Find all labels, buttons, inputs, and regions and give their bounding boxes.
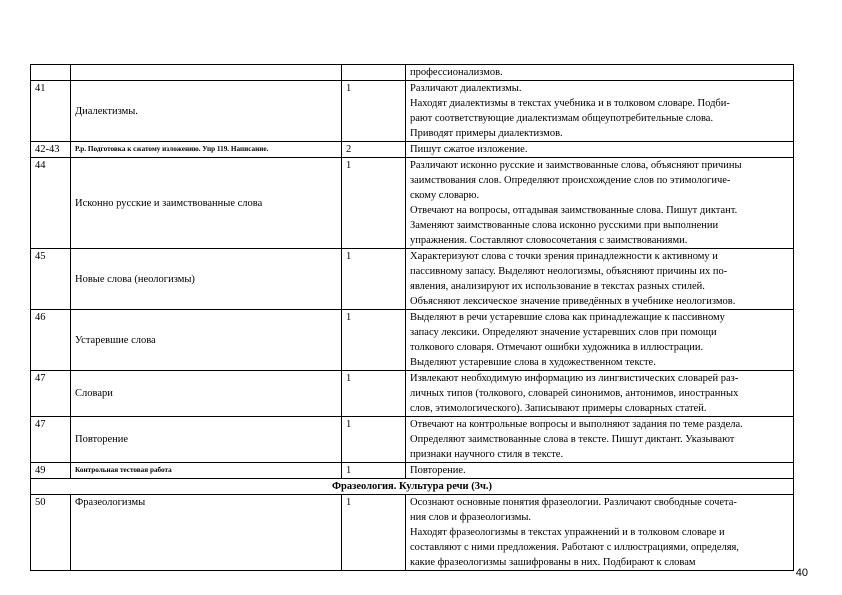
lesson-hours: 2 xyxy=(342,142,406,158)
activity-line: профессионализмов. xyxy=(410,67,503,78)
activity-line: Повторение. xyxy=(410,465,466,476)
table-row xyxy=(31,495,794,571)
activity-line: Различают диалектизмы. xyxy=(410,83,522,94)
activity-line: Извлекают необходимую информацию из лингвистических словарей раз- xyxy=(410,373,739,384)
table-row xyxy=(31,81,794,142)
activity-line: пассивному запасу. Выделяют неологизмы, объясняют причины их по- xyxy=(410,266,728,277)
activity-line: Пишут сжатое изложение. xyxy=(410,144,528,155)
lesson-hours: 1 xyxy=(342,310,406,371)
lesson-number: 41 xyxy=(31,81,71,142)
lesson-number xyxy=(31,65,71,81)
activity-line: личных типов (толкового, словарей синонимов, антонимов, иностранных xyxy=(410,388,739,399)
lesson-topic-text: Повторение xyxy=(75,434,129,445)
activity-line: Находят фразеологизмы в текстах упражнений и в толковом словаре и xyxy=(410,527,725,538)
lesson-hours: 1 xyxy=(342,371,406,417)
table-row xyxy=(31,249,794,310)
activity-line: Выделяют устаревшие слова в художественном тексте. xyxy=(410,357,656,368)
lesson-number: 47 xyxy=(31,371,71,417)
lesson-number: 46 xyxy=(31,310,71,371)
activity-line: признаки научного стиля в тексте. xyxy=(410,449,564,460)
activity-line: запасу лексики. Определяют значение устаревших слов при помощи xyxy=(410,327,717,338)
table-row xyxy=(31,310,794,371)
lesson-activity xyxy=(406,81,794,142)
lesson-number: 44 xyxy=(31,158,71,249)
lesson-hours: 1 xyxy=(342,417,406,463)
lesson-plan-table xyxy=(30,64,794,571)
lesson-plan-body xyxy=(31,65,794,571)
lesson-activity xyxy=(406,495,794,571)
activity-line: упражнения. Составляют словосочетания с заимствованиями. xyxy=(410,235,688,246)
lesson-activity xyxy=(406,65,794,81)
lesson-topic xyxy=(71,310,342,371)
activity-line: составляют с ними предложения. Работают с иллюстрациями, определяя, xyxy=(410,542,740,553)
lesson-hours: 1 xyxy=(342,495,406,571)
lesson-hours: 1 xyxy=(342,463,406,479)
lesson-topic xyxy=(71,463,342,479)
activity-line: Осознают основные понятия фразеологии. Различают свободные сочета- xyxy=(410,497,737,508)
lesson-topic-text: Р.р. Подготовка к сжатому изложению. Упр 119. Написание. xyxy=(75,145,269,153)
activity-line: какие фразеологизмы зашифрованы в них. Подбирают к словам xyxy=(410,557,696,568)
lesson-activity xyxy=(406,417,794,463)
lesson-activity xyxy=(406,371,794,417)
lesson-number: 42-43 xyxy=(31,142,71,158)
lesson-topic-text: Контрольная тестовая работа xyxy=(75,466,172,474)
lesson-topic-text: Устаревшие слова xyxy=(75,334,156,346)
lesson-topic xyxy=(71,417,342,463)
table-row xyxy=(31,142,794,158)
lesson-hours xyxy=(342,65,406,81)
activity-line: явления, анализируют их использование в текстах разных стилей. xyxy=(410,281,705,292)
table-row xyxy=(31,371,794,417)
activity-line: толкового словаря. Отмечают ошибки художника в иллюстрации. xyxy=(410,342,704,353)
activity-line: ния слов и фразеологизмы. xyxy=(410,512,532,523)
lesson-activity xyxy=(406,310,794,371)
lesson-activity xyxy=(406,463,794,479)
table-row xyxy=(31,417,794,463)
table-row xyxy=(31,65,794,81)
lesson-activity xyxy=(406,158,794,249)
lesson-hours: 1 xyxy=(342,158,406,249)
lesson-number: 49 xyxy=(31,463,71,479)
activity-line: Различают исконно русские и заимствованные слова, объясняют причины xyxy=(410,160,742,171)
activity-line: Определяют заимствованные слова в тексте. Пишут диктант. Указывают xyxy=(410,434,735,445)
lesson-number: 45 xyxy=(31,249,71,310)
lesson-topic xyxy=(71,81,342,142)
lesson-topic-text: Исконно русские и заимствованные слова xyxy=(75,197,263,209)
lesson-topic xyxy=(71,249,342,310)
activity-line: Объясняют лексическое значение приведённых в учебнике неологизмов. xyxy=(410,296,736,307)
lesson-topic xyxy=(71,158,342,249)
lesson-topic-text: Словари xyxy=(75,388,113,399)
activity-line: Приводят примеры диалектизмов. xyxy=(410,128,563,139)
lesson-topic: Фразеологизмы xyxy=(71,495,342,571)
activity-line: Характеризуют слова с точки зрения принадлежности к активному и xyxy=(410,251,718,262)
lesson-activity xyxy=(406,249,794,310)
activity-line: Отвечают на контрольные вопросы и выполняют задания по теме раздела. xyxy=(410,419,743,430)
activity-line: заимствования слов. Определяют происхождение слов по этимологиче- xyxy=(410,175,731,186)
lesson-activity xyxy=(406,142,794,158)
lesson-hours: 1 xyxy=(342,81,406,142)
activity-line: Заменяют заимствованные слова исконно русскими при выполнении xyxy=(410,220,719,231)
lesson-number: 50 xyxy=(31,495,71,571)
table-row xyxy=(31,158,794,249)
lesson-number: 47 xyxy=(31,417,71,463)
section-header-row xyxy=(31,479,794,495)
activity-line: Отвечают на вопросы, отгадывая заимствованные слова. Пишут диктант. xyxy=(410,205,738,216)
page-number: 40 xyxy=(795,567,808,579)
activity-line: рают соответствующие диалектизмам общеупотребительные слова. xyxy=(410,113,714,124)
section-header: Фразеология. Культура речи (3ч.) xyxy=(31,479,794,495)
lesson-hours: 1 xyxy=(342,249,406,310)
activity-line: Находят диалектизмы в текстах учебника и в толковом словаре. Подби- xyxy=(410,98,730,109)
lesson-topic xyxy=(71,65,342,81)
lesson-topic xyxy=(71,142,342,158)
table-row xyxy=(31,463,794,479)
activity-line: слов, этимологического). Записывают примеры словарных статей. xyxy=(410,403,707,414)
lesson-topic-text: Диалектизмы. xyxy=(75,105,138,117)
activity-line: Выделяют в речи устаревшие слова как принадлежащие к пассивному xyxy=(410,312,725,323)
lesson-topic-text: Новые слова (неологизмы) xyxy=(75,273,195,285)
activity-line: скому словарю. xyxy=(410,190,480,201)
lesson-topic xyxy=(71,371,342,417)
